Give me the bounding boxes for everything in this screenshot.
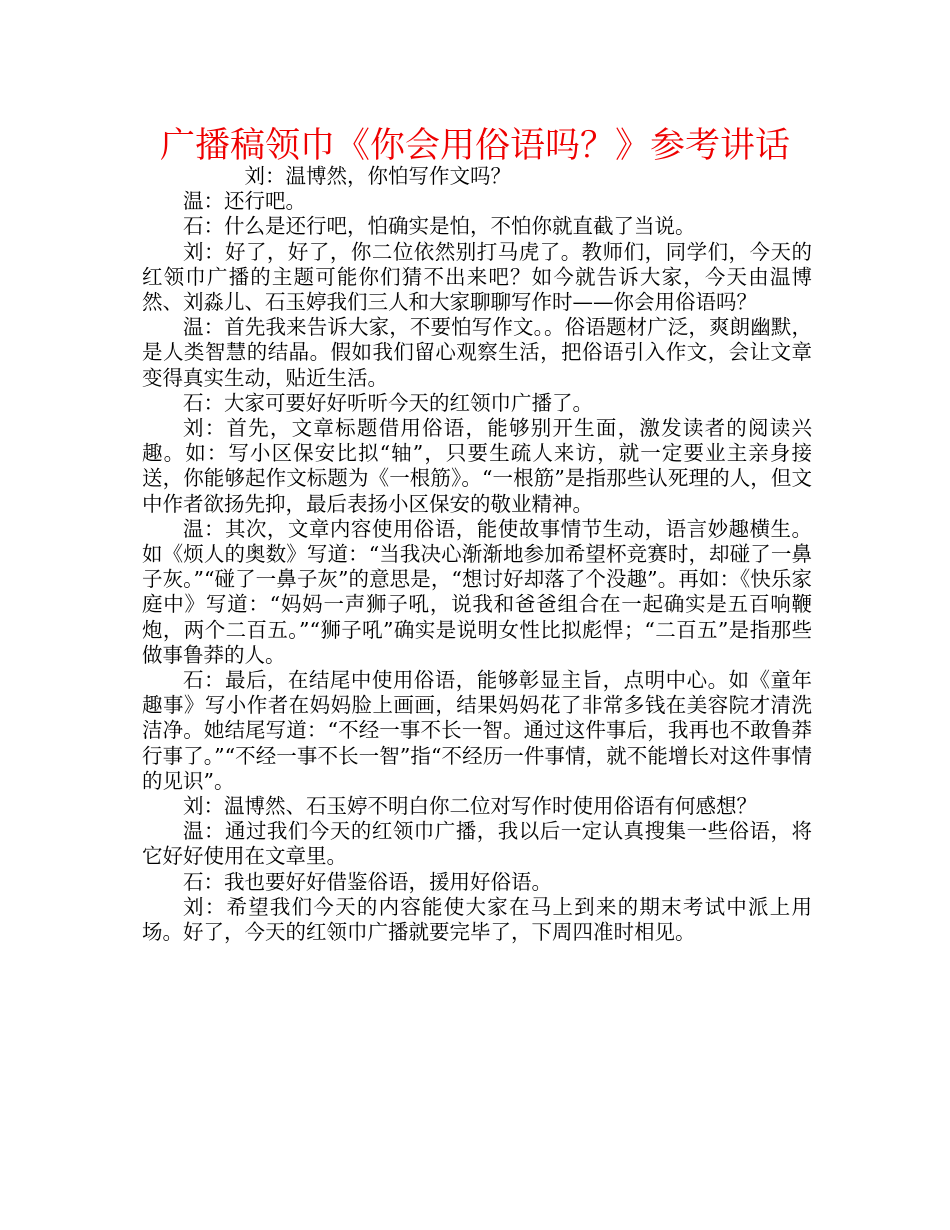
dialogue-paragraph-2: 温：还行吧。	[183, 189, 306, 214]
dialogue-paragraph-11: 温：通过我们今天的红领巾广播，我以后一定认真搜集一些俗语，将它好好使用在文章里。	[142, 819, 812, 869]
dialogue-paragraph-13: 刘：希望我们今天的内容能使大家在马上到来的期末考试中派上用场。好了，今天的红领巾广播就要完毕了，下周四准时相见。	[142, 894, 812, 945]
dialogue-paragraph-8: 温：其次，文章内容使用俗语，能使故事情节生动，语言妙趣横生。如《烦人的奥数》写道：“当我决心渐渐地参加希望杯竞赛时，却碰了一鼻子灰。”“碰了一鼻子灰”的意思是，“想讨好却落了个没趣”。再如：《快乐家庭中》写道：“妈妈一声狮子吼，说我和爸爸组合在一起确实是五百响鞭炮，两个二百五。”“狮子吼”确实是说明女性比拟彪悍；“二百五”是指那些做事鲁莽的人。	[142, 516, 812, 667]
dialogue-paragraph-5: 温：首先我来告诉大家，不要怕写作文。。俗语题材广泛，爽朗幽默，是人类智慧的结晶。假如我们留心观察生活，把俗语引入作文，会让文章变得真实生动，贴近生活。	[142, 315, 812, 390]
dialogue-paragraph-6: 石：大家可要好好听听今天的红领巾广播了。	[183, 390, 593, 415]
dialogue-paragraph-1: 刘：温博然，你怕写作文吗？	[244, 164, 511, 188]
dialogue-paragraph-3: 石：什么是还行吧，怕确实是怕，不怕你就直截了当说。	[183, 214, 696, 239]
dialogue-paragraph-9: 石：最后，在结尾中使用俗语，能够彰显主旨，点明中心。如《童年趣事》写小作者在妈妈脸上画画，结果妈妈花了非常多钱在美容院才清洗洁净。她结尾写道：“不经一事不长一智。通过这件事后，我再也不敢鲁莽行事了。”“不经一事不长一智”指“不经历一件事情，就不能增长对这件事情的见识”。	[142, 668, 812, 793]
dialogue-paragraph-10: 刘：温博然、石玉婷不明白你二位对写作时使用俗语有何感想？	[183, 794, 757, 819]
dialogue-paragraph-12: 石：我也要好好借鉴俗语，援用好俗语。	[183, 869, 552, 894]
dialogue-paragraph-4: 刘：好了，好了，你二位依然别打马虎了。教师们，同学们，今天的红领巾广播的主题可能你们猜不出来吧？如今就告诉大家，今天由温博然、刘淼儿、石玉婷我们三人和大家聊聊写作时——你会用俗语吗？	[142, 239, 812, 315]
document-title: 广播稿领巾《你会用俗语吗？》参考讲话	[159, 126, 790, 166]
document-body	[142, 164, 812, 945]
dialogue-paragraph-7: 刘：首先，文章标题借用俗语，能够别开生面，激发读者的阅读兴趣。如：写小区保安比拟“轴”，只要生疏人来访，就一定要业主亲身接送，你能够起作文标题为《一根筋》。“一根筋”是指那些认死理的人，但文中作者欲扬先抑，最后表扬小区保安的敬业精神。	[142, 416, 812, 516]
